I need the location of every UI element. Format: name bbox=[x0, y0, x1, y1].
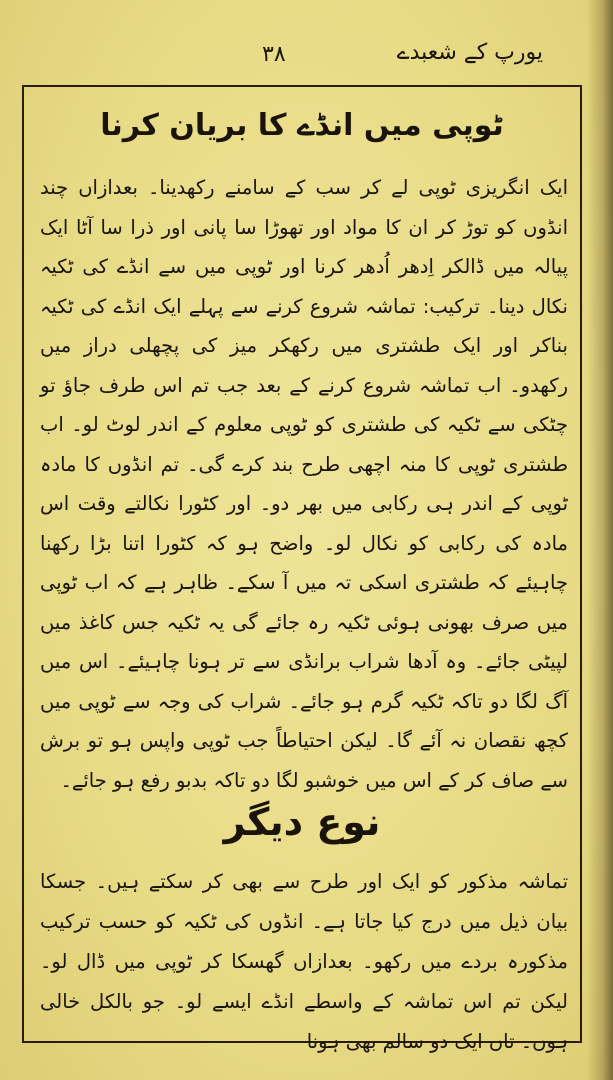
running-title: یورپ کے شعبدے bbox=[396, 40, 543, 65]
subsection-heading: نوع دیگر bbox=[223, 800, 381, 844]
page-edge-shadow bbox=[587, 0, 613, 1080]
body-paragraph: ایک انگریزی ٹوپی لے کر سب کے سامنے رکھدینا۔ بعدازاں چند انڈوں کو توڑ کر ان کا مواد اور تھوڑا سا پانی اور ذرا سا آٹا ایک پیالہ میں ڈالکر اِدھر اُدھر کرنا اور ٹوپی میں سے انڈے کی ٹکیہ نکال دینا۔ ترکیب: تماشہ شروع کرنے سے پہلے ایک انڈے کی ٹکیہ بناکر اور ایک طشتری میں رکھکر میز کی پچھلی دراز میں رکھدو۔ اب تماشہ شروع کرنے کے بعد جب تم اس طرف جاؤ تو چٹکی سے ٹکیہ کی طشتری کو ٹوپی معلوم کے اندر لوٹ لو۔ اب طشتری ٹوپی کا منہ اچھی طرح بند کرے گی۔ تم انڈوں کا مادہ ٹوپی کے اندر ہی رکابی میں بھر دو۔ اور کٹورا نکالتے وقت اس مادہ کی رکابی کو نکال لو۔ واضح ہو کہ کٹورا اتنا بڑا رکھنا چاہیئے کہ طشتری اسکی تہ میں آ سکے۔ ظاہر ہے کہ اب ٹوپی میں صرف بھونی ہوئی ٹکیہ رہ جائے گی یہ ٹکیہ جس کاغذ میں لپیٹی جائے۔ وہ آدھا شراب برانڈی سے تر ہونا چاہیئے۔ اس میں آگ لگا دو تاکہ ٹکیہ گرم ہو جائے۔ شراب کی وجہ سے ٹوپی میں کچھ نقصان نہ آئے گا۔ لیکن احتیاطاً جب ٹوپی واپس ہو تو برش سے صاف کر کے اس میں خوشبو لگا دو تاکہ بدبو رفع ہو جائے۔ bbox=[40, 176, 568, 792]
section-body bbox=[40, 168, 568, 800]
body-paragraph-2: تماشہ مذکور کو ایک اور طرح سے بھی کر سکتے ہیں۔ جسکا بیان ذیل میں درج کیا جاتا ہے۔ انڈوں کی ٹکیہ کو حسب ترکیب مذکورہ بردے میں رکھو۔ بعدازاں گھسکا کر ٹوپی میں ڈال لو۔ لیکن تم اس تماشہ کے واسطے انڈے ایسے لو۔ جو بالکل خالی ہوں۔ تاں ایک دو سالم بھی ہونا bbox=[40, 870, 568, 1053]
section-heading: ٹوپی میں انڈے کا بریان کرنا bbox=[100, 108, 504, 143]
page-number: ۳۸ bbox=[262, 42, 286, 67]
subsection-body bbox=[40, 862, 568, 1062]
page-header bbox=[0, 38, 613, 78]
